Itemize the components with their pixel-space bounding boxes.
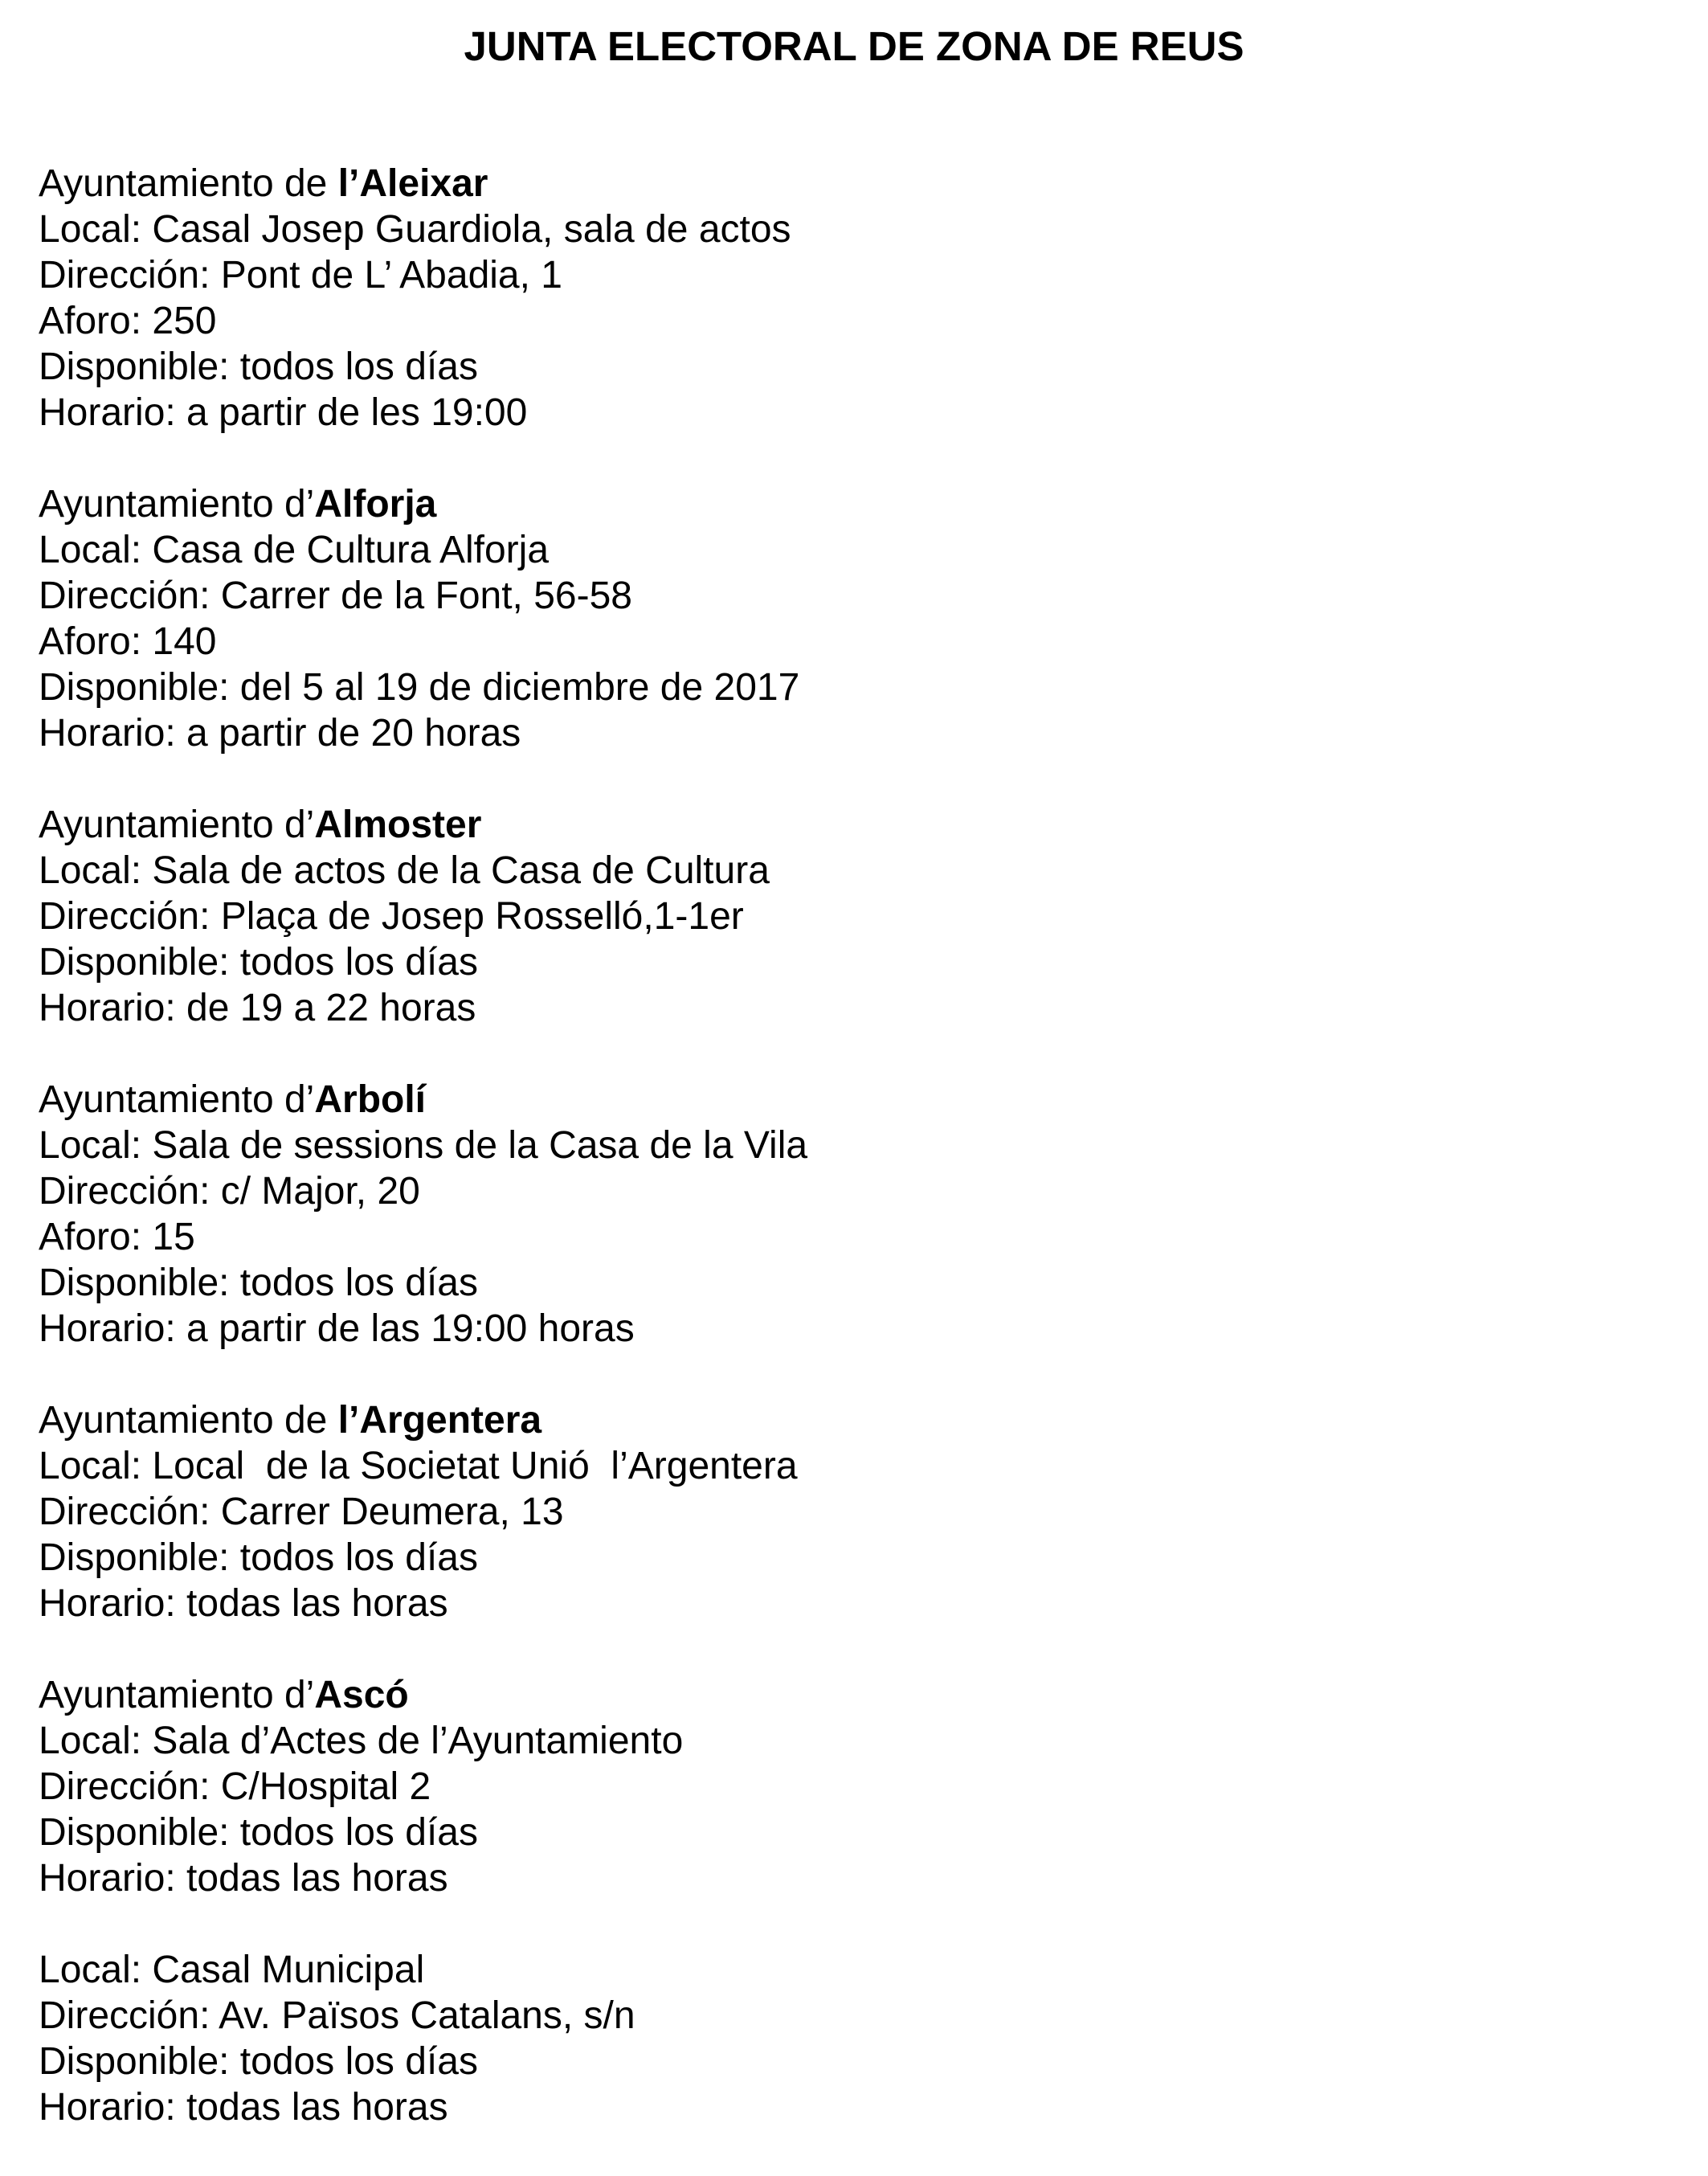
venue-entry [39,1397,1565,1626]
document-title: JUNTA ELECTORAL DE ZONA DE REUS [464,23,1244,69]
venue-local: Local: Sala de actos de la Casa de Cultura [39,849,770,892]
venue-heading [39,481,1565,527]
venue-availability: Disponible: todos los días [39,941,478,984]
venue-capacity: Aforo: 15 [39,1216,195,1258]
venue-entry [39,481,1565,756]
venue-address: Dirección: Carrer Deumera, 13 [39,1491,564,1533]
venue-address: Dirección: Plaça de Josep Rosselló,1-1er [39,895,744,938]
venue-entry [39,161,1565,436]
venue-heading-prefix: Ayuntamiento d’ [39,483,315,526]
venue-address: Dirección: c/ Major, 20 [39,1170,420,1213]
venue-local: Local: Casal Municipal [39,1949,425,1991]
venue-entry [39,1947,1565,2130]
venue-schedule: Horario: todas las horas [39,1582,448,1625]
venue-availability: Disponible: todos los días [39,346,478,388]
venue-availability: Disponible: del 5 al 19 de diciembre de 2017 [39,666,800,709]
venue-availability: Disponible: todos los días [39,2040,478,2083]
venue-address: Dirección: Av. Països Catalans, s/n [39,1994,635,2037]
venue-entry [39,802,1565,1031]
venue-schedule: Horario: a partir de les 19:00 [39,391,528,434]
venue-heading-prefix: Ayuntamiento d’ [39,804,315,846]
venue-availability: Disponible: todos los días [39,1262,478,1304]
venue-schedule: Horario: de 19 a 22 horas [39,987,476,1029]
venue-schedule: Horario: a partir de 20 horas [39,712,521,755]
municipality-name: Alforja [314,483,437,526]
venue-address: Dirección: Carrer de la Font, 56-58 [39,575,632,617]
venue-capacity: Aforo: 250 [39,300,217,342]
venue-local: Local: Casal Josep Guardiola, sala de actos [39,208,791,251]
venue-schedule: Horario: a partir de las 19:00 horas [39,1307,635,1350]
municipality-name: Almoster [314,804,482,846]
venue-local: Local: Sala d’Actes de l’Ayuntamiento [39,1720,684,1762]
venue-entry [39,1672,1565,1901]
venue-address: Dirección: Pont de L’ Abadia, 1 [39,254,562,297]
venue-heading [39,1077,1565,1123]
venue-heading-prefix: Ayuntamiento d’ [39,1078,315,1121]
venue-heading-prefix: Ayuntamiento de [39,1399,338,1442]
venue-availability: Disponible: todos los días [39,1536,478,1579]
venue-local: Local: Sala de sessions de la Casa de la Vila [39,1124,808,1167]
venue-schedule: Horario: todas las horas [39,2086,448,2129]
venue-local: Local: Local de la Societat Unió l’Argentera [39,1445,798,1487]
venue-capacity: Aforo: 140 [39,620,217,663]
venue-schedule: Horario: todas las horas [39,1857,448,1900]
venue-heading [39,1672,1565,1718]
municipality-name: l’Aleixar [337,162,488,205]
venue-list [39,161,1565,2176]
municipality-name: l’Argentera [337,1399,542,1442]
venue-heading-prefix: Ayuntamiento d’ [39,1674,315,1716]
venue-heading [39,1397,1565,1443]
venue-heading [39,161,1565,207]
venue-heading-prefix: Ayuntamiento de [39,162,338,205]
venue-address: Dirección: C/Hospital 2 [39,1765,431,1808]
municipality-name: Arbolí [314,1078,426,1121]
venue-availability: Disponible: todos los días [39,1811,478,1854]
municipality-name: Ascó [314,1674,409,1716]
venue-local: Local: Casa de Cultura Alforja [39,529,550,571]
venue-heading [39,802,1565,848]
venue-entry [39,1077,1565,1352]
